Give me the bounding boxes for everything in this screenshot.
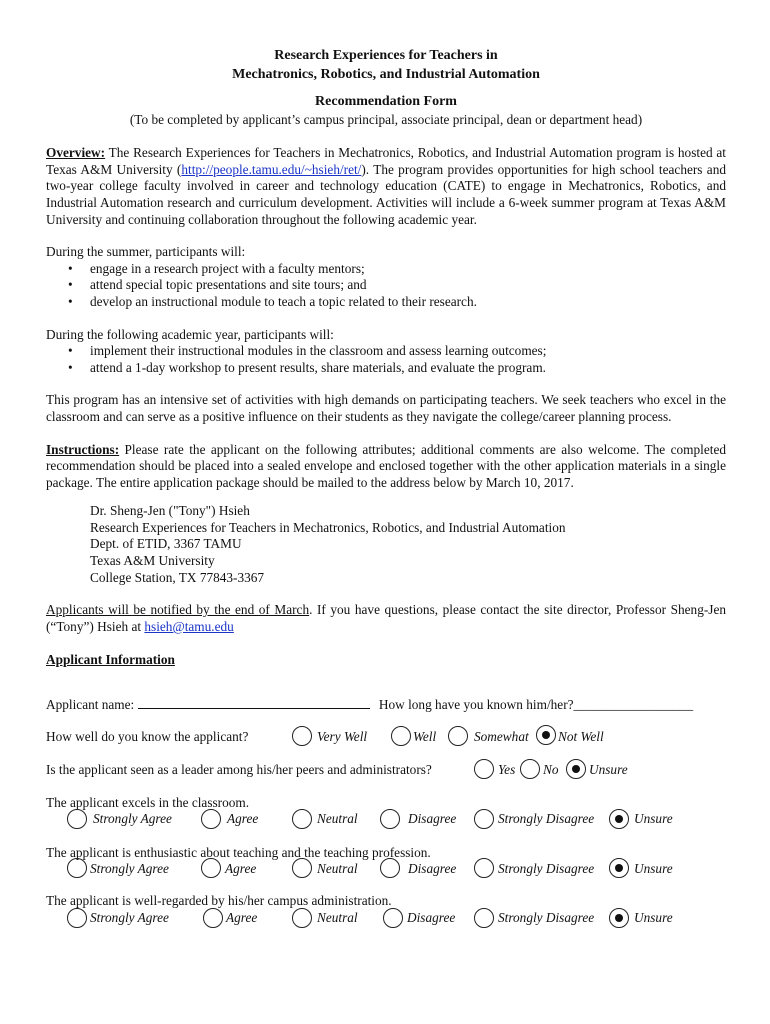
option-not-well: Not Well <box>558 729 604 744</box>
option-disagree: Disagree <box>408 811 457 826</box>
option-unsure: Unsure <box>634 811 673 826</box>
address-line: Texas A&M University <box>90 553 215 569</box>
radio-neutral[interactable] <box>292 809 312 829</box>
form-title: Recommendation Form <box>315 94 457 109</box>
how-well-question: How well do you know the applicant? <box>46 729 249 744</box>
form-body <box>46 46 726 669</box>
overview-label: Overview: <box>46 145 106 161</box>
radio-disagree[interactable] <box>380 809 400 829</box>
radio-agree[interactable] <box>201 809 221 829</box>
radio-agree[interactable] <box>203 908 223 928</box>
option-somewhat: Somewhat <box>474 729 529 744</box>
option-disagree: Disagree <box>408 861 457 876</box>
overview-text-a: The Research Experiences for Teachers in Mechatronics, Robotics, and Industrial Automation program is hosted at Texas A&M University ( <box>46 145 726 177</box>
radio-very-well[interactable] <box>292 726 312 746</box>
radio-agree[interactable] <box>201 858 221 878</box>
overview-paragraph <box>46 145 726 228</box>
radio-unsure[interactable] <box>609 809 629 829</box>
option-agree: Agree <box>226 910 258 925</box>
notify-text: . If you have questions, please contact the site director, Professor Sheng-Jen (“Tony”) Hsieh at <box>46 602 726 634</box>
radio-neutral[interactable] <box>292 908 312 928</box>
radio-strongly-agree[interactable] <box>67 858 87 878</box>
option-strongly-disagree: Strongly Disagree <box>498 910 595 925</box>
radio-yes[interactable] <box>474 759 494 779</box>
radio-strongly-disagree[interactable] <box>474 809 494 829</box>
option-strongly-disagree: Strongly Disagree <box>498 861 595 876</box>
radio-strongly-disagree[interactable] <box>474 858 494 878</box>
option-unsure: Unsure <box>634 861 673 876</box>
option-strongly-agree: Strongly Agree <box>90 861 169 876</box>
academic-intro: During the following academic year, participants will: <box>46 326 334 342</box>
radio-strongly-disagree[interactable] <box>474 908 494 928</box>
title-line-2: Mechatronics, Robotics, and Industrial Automation <box>232 67 540 82</box>
radio-strongly-agree[interactable] <box>67 809 87 829</box>
email-link[interactable]: hsieh@tamu.edu <box>144 618 234 634</box>
program-paragraph: This program has an intensive set of activities with high demands on participating teachers. We seek teachers who excel in the classroom and can serve as a positive influence on their students as they navigate the college/career planning process. <box>46 392 726 424</box>
overview-text-b: ). The program provides opportunities for high school teachers and two-year college faculty involved in career and technology education (CATE) to engage in Mechatronics, Robotics, and Industrial Automation research and curriculum development. Activities will include a 6-week summer program at Texas A&M University and continuing collaboration throughout the following academic year. <box>46 161 726 227</box>
statement-2: The applicant is enthusiastic about teaching and the teaching profession. <box>46 845 431 860</box>
notify-paragraph <box>46 602 726 635</box>
mailing-address <box>46 503 726 586</box>
address-line: Research Experiences for Teachers in Mechatronics, Robotics, and Industrial Automation <box>90 519 566 535</box>
radio-well[interactable] <box>391 726 411 746</box>
form-note: (To be completed by applicant’s campus principal, associate principal, dean or department head) <box>129 111 643 127</box>
list-item: • implement their instructional modules in the classroom and assess learning outcomes; <box>46 343 726 360</box>
instructions-paragraph <box>46 442 726 492</box>
radio-somewhat[interactable] <box>448 726 468 746</box>
summer-intro: During the summer, participants will: <box>46 244 246 260</box>
radio-disagree[interactable] <box>380 858 400 878</box>
statement-1: The applicant excels in the classroom. <box>46 795 250 810</box>
option-agree: Agree <box>225 861 257 876</box>
applicant-name-field[interactable] <box>138 696 370 709</box>
known-duration-label: How long have you known him/her? <box>378 697 574 712</box>
option-strongly-agree: Strongly Agree <box>93 811 172 826</box>
list-item: • develop an instructional module to teach a topic related to their research. <box>46 294 726 311</box>
option-well: Well <box>413 729 437 744</box>
option-unsure: Unsure <box>634 910 673 925</box>
title-line-1: Research Experiences for Teachers in <box>274 48 498 63</box>
option-no: No <box>543 762 559 777</box>
program-link[interactable]: http://people.tamu.edu/~hsieh/ret/ <box>181 161 362 177</box>
option-neutral: Neutral <box>317 811 358 826</box>
option-neutral: Neutral <box>317 910 358 925</box>
academic-list <box>46 343 726 376</box>
leader-question: Is the applicant seen as a leader among his/her peers and administrators? <box>46 762 432 777</box>
radio-unsure[interactable] <box>566 759 586 779</box>
option-strongly-disagree: Strongly Disagree <box>498 811 595 826</box>
statement-3: The applicant is well-regarded by his/her campus administration. <box>46 893 392 908</box>
radio-unsure[interactable] <box>609 858 629 878</box>
instructions-text: Please rate the applicant on the following attributes; additional comments are also welcome. The completed recommendation should be placed into a sealed envelope and enclosed together with the other application materials in a single package. The entire application package should be mailed to the address below by March 10, 2017. <box>46 441 726 490</box>
radio-disagree[interactable] <box>383 908 403 928</box>
applicant-name-row <box>46 696 693 713</box>
address-line: Dr. Sheng-Jen ("Tony") Hsieh <box>90 503 250 519</box>
option-unsure: Unsure <box>589 762 628 777</box>
list-item: • engage in a research project with a faculty mentors; <box>46 261 726 278</box>
radio-strongly-agree[interactable] <box>67 908 87 928</box>
radio-no[interactable] <box>520 759 540 779</box>
option-yes: Yes <box>498 762 516 777</box>
option-neutral: Neutral <box>317 861 358 876</box>
radio-unsure[interactable] <box>609 908 629 928</box>
option-very-well: Very Well <box>317 729 368 744</box>
instructions-label: Instructions: <box>46 441 120 457</box>
notify-underlined: Applicants will be notified by the end of March <box>46 602 310 618</box>
known-duration-field[interactable]: __________________ <box>573 697 694 712</box>
radio-not-well[interactable] <box>536 725 556 745</box>
applicant-info-heading: Applicant Information <box>46 652 175 668</box>
summer-list <box>46 261 726 311</box>
list-item: • attend a 1-day workshop to present results, share materials, and evaluate the program. <box>46 360 726 377</box>
option-strongly-agree: Strongly Agree <box>90 910 169 925</box>
radio-neutral[interactable] <box>292 858 312 878</box>
address-line: Dept. of ETID, 3367 TAMU <box>90 536 242 552</box>
option-agree: Agree <box>227 811 259 826</box>
address-line: College Station, TX 77843-3367 <box>90 569 265 585</box>
list-item: • attend special topic presentations and site tours; and <box>46 277 726 294</box>
applicant-name-label: Applicant name: <box>46 697 138 712</box>
option-disagree: Disagree <box>407 910 456 925</box>
